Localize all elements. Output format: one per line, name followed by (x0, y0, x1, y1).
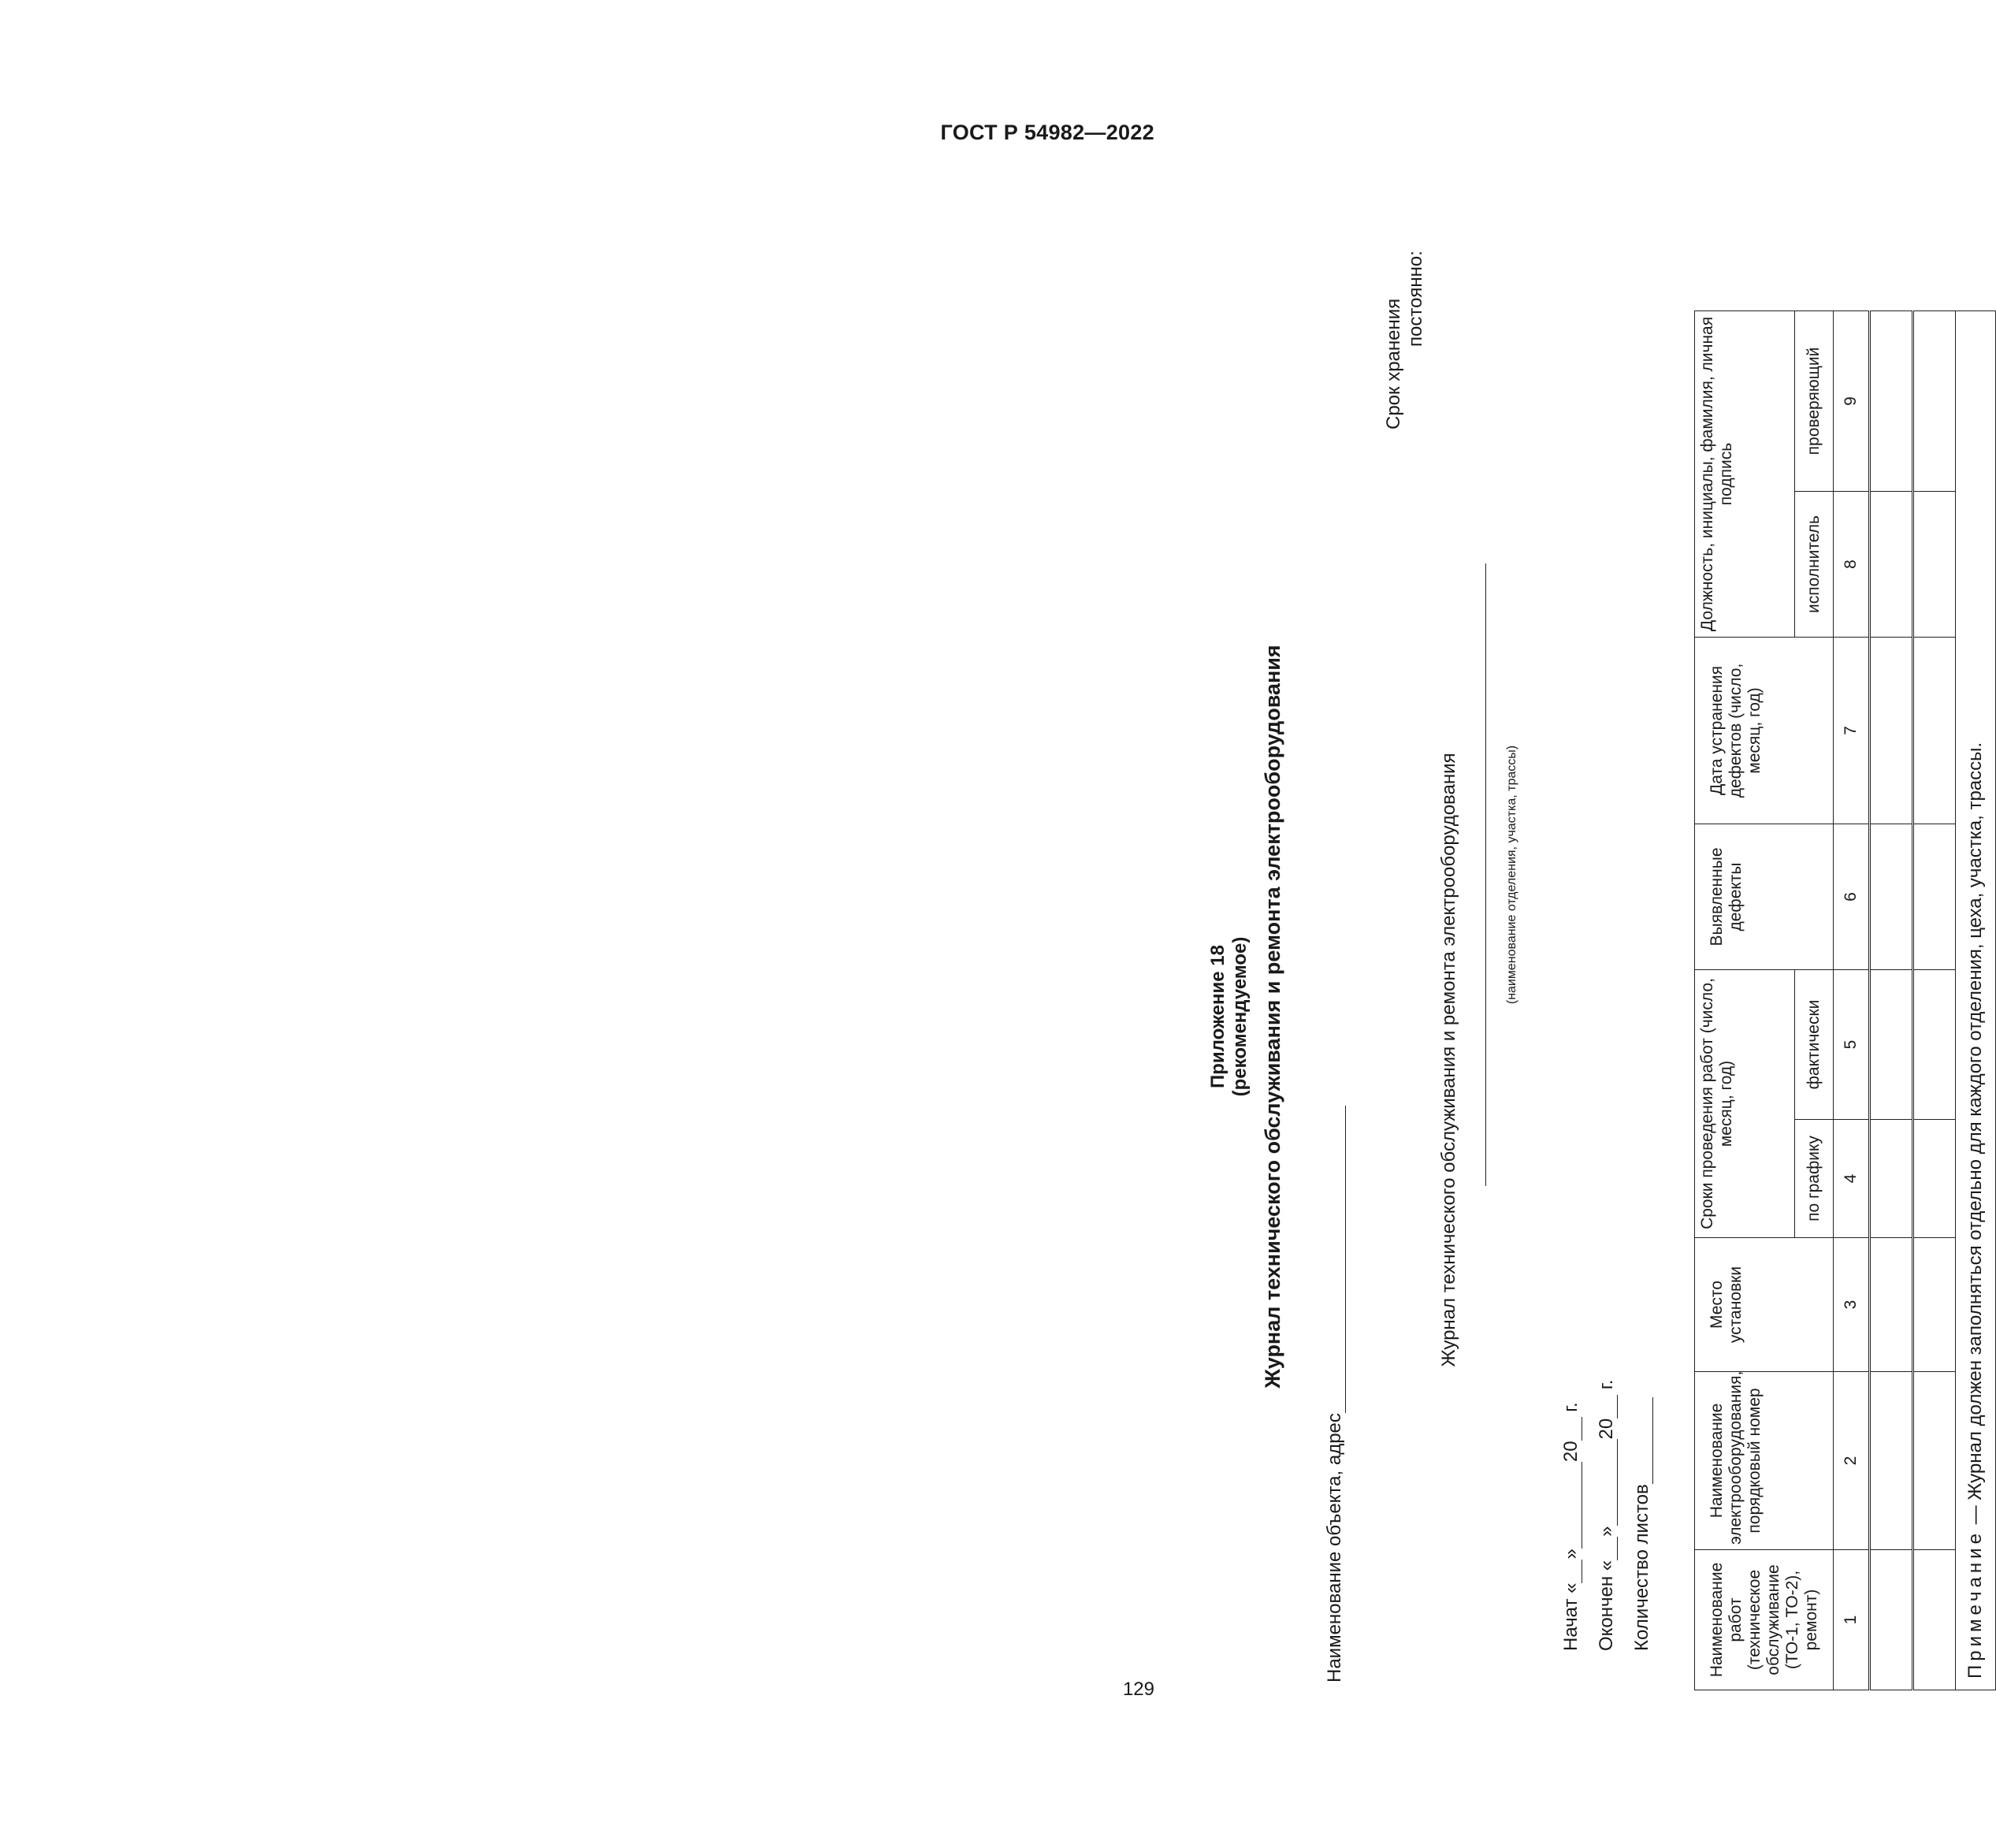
ended-suffix: г. (1596, 1379, 1617, 1390)
note-cell (1956, 311, 1996, 1690)
started-line (1560, 1402, 1582, 1651)
storage-value: постоянно: (1405, 251, 1426, 347)
sheets-label: Количество листов (1631, 1484, 1652, 1651)
sheets-field[interactable] (1652, 1397, 1653, 1484)
table-cell[interactable] (1870, 1238, 1913, 1372)
started-prefix: Начат « (1560, 1582, 1582, 1651)
header-col8: исполнитель (1795, 492, 1834, 638)
table-cell[interactable] (1870, 824, 1913, 970)
col-number: 4 (1834, 1120, 1870, 1238)
header-col1: Наименование работ (техническое обслуживание (ТО-1, ТО-2), ремонт) (1695, 1550, 1834, 1690)
started-year-prefix: 20 (1560, 1441, 1582, 1463)
header-col4: по графику (1795, 1120, 1834, 1238)
note-label: Примечание (1964, 1530, 1986, 1679)
table-row (1913, 311, 1956, 1690)
ended-day-field[interactable] (1617, 1537, 1618, 1560)
sheets-line (1631, 1397, 1653, 1651)
table-cell[interactable] (1870, 970, 1913, 1120)
table-cell[interactable] (1913, 1120, 1956, 1238)
col-number: 2 (1834, 1372, 1870, 1550)
header-col6: Выявленные дефекты (1695, 824, 1834, 970)
ended-quote: » (1596, 1526, 1617, 1537)
object-address-field[interactable] (1345, 1106, 1346, 1413)
table-cell[interactable] (1913, 1372, 1956, 1550)
appendix-title: Приложение 18 (1207, 945, 1228, 1088)
table-cell[interactable] (1913, 638, 1956, 824)
col-number: 3 (1834, 1238, 1870, 1372)
started-suffix: г. (1560, 1402, 1582, 1412)
col-number: 9 (1834, 311, 1870, 492)
table-cell[interactable] (1913, 1238, 1956, 1372)
journal-table (1694, 310, 1996, 1690)
note-text: — Журнал должен заполняться отдельно для каждого отделения, цеха, участка, трассы. (1964, 742, 1986, 1525)
col-number: 1 (1834, 1550, 1870, 1690)
table-cell[interactable] (1913, 1550, 1956, 1690)
table-cell[interactable] (1913, 311, 1956, 492)
col-number: 7 (1834, 638, 1870, 824)
ended-year-prefix: 20 (1596, 1418, 1617, 1440)
header-col89: Должность, инициалы, фамилия, личная подпись (1695, 311, 1795, 638)
appendix-subtitle: (рекомендуемое) (1229, 936, 1251, 1097)
table-cell[interactable] (1870, 1372, 1913, 1550)
ended-prefix: Окончен « (1596, 1560, 1617, 1651)
journal-name: Журнал технического обслуживания и ремонта электрооборудования (1438, 753, 1459, 1367)
column-numbers-row (1834, 311, 1870, 1690)
table-cell[interactable] (1870, 492, 1913, 638)
page-number: 129 (1122, 1679, 1154, 1700)
journal-title: Журнал технического обслуживания и ремонта электрооборудования (1261, 645, 1284, 1389)
col-number: 8 (1834, 492, 1870, 638)
storage-label: Срок хранения (1383, 298, 1404, 429)
table-cell[interactable] (1913, 492, 1956, 638)
table-cell[interactable] (1870, 1120, 1913, 1238)
department-caption: (наименование отделения, участка, трассы) (1505, 745, 1518, 1005)
header-col5: фактически (1795, 970, 1834, 1120)
department-field[interactable] (1485, 563, 1486, 1186)
col-number: 5 (1834, 970, 1870, 1120)
object-address-line (1324, 1106, 1346, 1683)
header-col2: Наименование электрооборудования, порядковый номер (1695, 1372, 1834, 1550)
header-col7: Дата устранения дефектов (число, месяц, год) (1695, 638, 1834, 824)
table-cell[interactable] (1913, 824, 1956, 970)
rotated-form (1095, 185, 1986, 1848)
ended-month-field[interactable] (1617, 1439, 1618, 1526)
table-cell[interactable] (1870, 638, 1913, 824)
gost-header: ГОСТ Р 54982—2022 (940, 121, 1154, 144)
ended-line (1596, 1380, 1618, 1651)
object-address-label: Наименование объекта, адрес (1324, 1413, 1345, 1683)
table-cell[interactable] (1870, 1550, 1913, 1690)
note-row (1956, 311, 1996, 1690)
ended-year-field[interactable] (1617, 1395, 1618, 1419)
table-cell[interactable] (1913, 970, 1956, 1120)
table-row (1870, 311, 1913, 1690)
header-col45: Сроки проведения работ (число, месяц, год) (1695, 970, 1795, 1238)
header-col3: Место установки (1695, 1238, 1834, 1372)
started-quote: » (1560, 1549, 1582, 1560)
header-col9: проверяющий (1795, 311, 1834, 492)
col-number: 6 (1834, 824, 1870, 970)
table-cell[interactable] (1870, 311, 1913, 492)
